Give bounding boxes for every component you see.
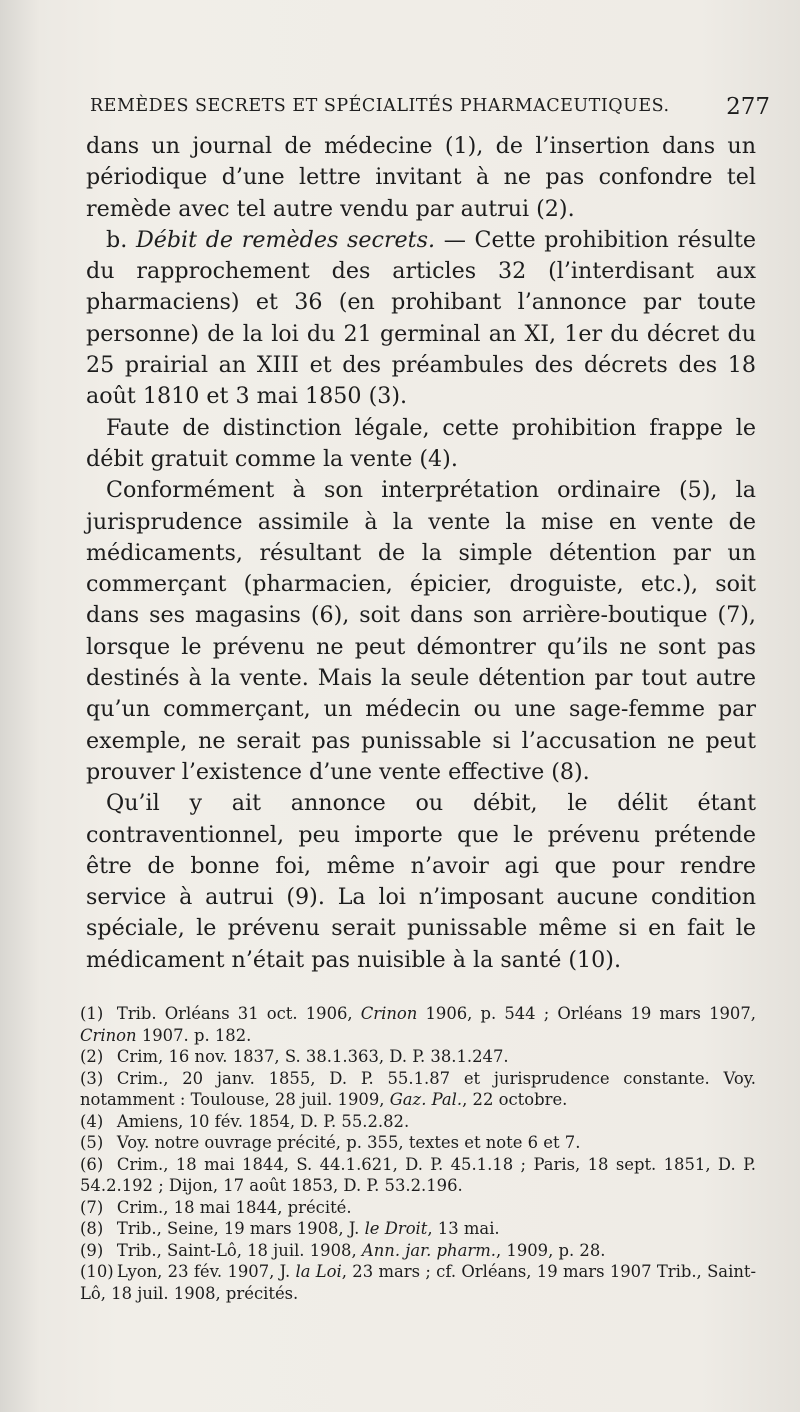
footnote-number: (1) [80,1004,104,1023]
footnote-text: Crim., 18 mai 1844, précité. [116,1197,352,1217]
footnote-text: 1906, p. 544 ; Orléans 19 mars 1907, [417,1004,756,1023]
footnote-text: Crim., 20 janv. 1855, D. P. 55.1.87 et jurisprudence constante. Voy. notamment : Toulouse, 28 juil. 1909, [80,1068,756,1109]
footnote-text: Crim, 16 nov. 1837, S. 38.1.363, D. P. 38.1.247. [116,1047,509,1066]
paragraph-distinction-legale: Faute de distinction légale, cette prohibition frappe le débit gratuit comme la vente (4). [86,414,756,472]
footnote-number: (10) [80,1262,114,1281]
footnote-number: (5) [80,1133,104,1152]
footnote-text: Amiens, 10 fév. 1854, D. P. 55.2.82. [116,1111,410,1131]
section-label: b. [106,226,128,253]
footnote-3 [80,1068,756,1111]
footnote-text: , 13 mai. [427,1219,500,1238]
main-text [86,131,756,976]
paragraph-annonce-ou-debit: Qu’il y ait annonce ou débit, le délit étant contraventionnel, peu importe que le prévenu prétende être de bonne foi, même n’avoir agi que pour rendre service à autrui (9). La loi n’imposant aucune condition spéciale, le prévenu serait punissable même si en fait le médicament n’était pas nuisible à la santé (10). [86,790,756,973]
footnote-number: (3) [80,1068,104,1088]
footnote-journal: Ann. jar. pharm. [361,1240,496,1260]
paragraph-continuation: dans un journal de médecine (1), de l’insertion dans un périodique d’une lettre invitant à ne pas confondre tel remède avec tel autre vendu par autrui (2). [86,133,756,222]
footnote-number: (4) [80,1111,104,1131]
footnote-7 [80,1197,756,1219]
footnote-text: Lyon, 23 fév. 1907, J. [116,1262,296,1281]
footnote-text: 1907. p. 182. [136,1025,252,1045]
footnote-journal: la Loi [295,1262,342,1281]
page-number: 277 [726,94,770,120]
footnote-10 [80,1261,756,1304]
paragraph-jurisprudence: Conformément à son interprétation ordinaire (5), la jurisprudence assimile à la vente la mise en vente de médicaments, résultant de la simple détention par un commerçant (pharmacien, épicier, droguiste, etc.), soit dans ses magasins (6), soit dans son arrière-boutique (7), lorsque le prévenu ne peut démontrer qu’ils ne sont pas destinés à la vente. Mais la seule détention par tout autre qu’un commerçant, un médecin ou une sage-femme par exemple, ne serait pas punissable si l’accusation ne peut prouver l’existence d’une vente effective (8). [86,477,756,785]
footnote-text: Trib., Saint-Lô, 18 juil. 1908, [116,1240,362,1260]
section-text: — Cette prohibition résulte du rapprochement des articles 32 (l’interdisant aux pharmaciens) et 36 (en prohibant l’annonce par toute personne) de la loi du 21 germinal an XI, 1er du décret du 25 prairial an XIII et des préambules des décrets des 18 août 1810 et 3 mai 1850 (3). [86,226,756,410]
footnote-text: , 22 octobre. [462,1090,568,1109]
footnote-2 [80,1046,756,1068]
footnote-journal: Crinon [80,1025,137,1045]
section-title: Débit de remèdes secrets. [135,226,436,253]
footnote-8 [80,1218,756,1240]
footnote-text: , 1909, p. 28. [495,1240,606,1260]
footnote-4 [80,1111,756,1133]
footnote-journal: Gaz. Pal. [389,1090,463,1109]
footnote-number: (6) [80,1154,104,1174]
footnote-1 [80,1003,756,1046]
footnote-number: (7) [80,1197,104,1217]
running-head: REMÈDES SECRETS ET SPÉCIALITÉS PHARMACEUTIQUES. [90,96,670,116]
footnote-journal: le Droit [364,1219,428,1238]
footnote-text: Voy. notre ouvrage précité, p. 355, textes et note 6 et 7. [116,1133,581,1152]
footnote-text: Trib. Orléans 31 oct. 1906, [116,1004,361,1023]
footnote-6 [80,1154,756,1197]
footnote-9 [80,1240,756,1262]
footnote-text: , 23 mars ; cf. Orléans, 19 mars 1907 Trib., Saint-Lô, 18 juil. 1908, précités. [80,1262,756,1303]
footnote-text: Crim., 18 mai 1844, S. 44.1.621, D. P. 45.1.18 ; Paris, 18 sept. 1851, D. P. 54.2.192 ; Dijon, 17 août 1853, D. P. 53.2.196. [80,1154,756,1195]
footnote-number: (9) [80,1240,104,1260]
page-header [90,94,770,128]
footnotes [80,1003,756,1304]
footnote-5 [80,1132,756,1154]
footnote-number: (8) [80,1219,104,1238]
footnote-journal: Crinon [360,1004,418,1023]
footnote-text: Trib., Seine, 19 mars 1908, J. [116,1219,365,1238]
paragraph-debit-remedes-secrets [86,225,756,413]
footnote-number: (2) [80,1047,104,1066]
